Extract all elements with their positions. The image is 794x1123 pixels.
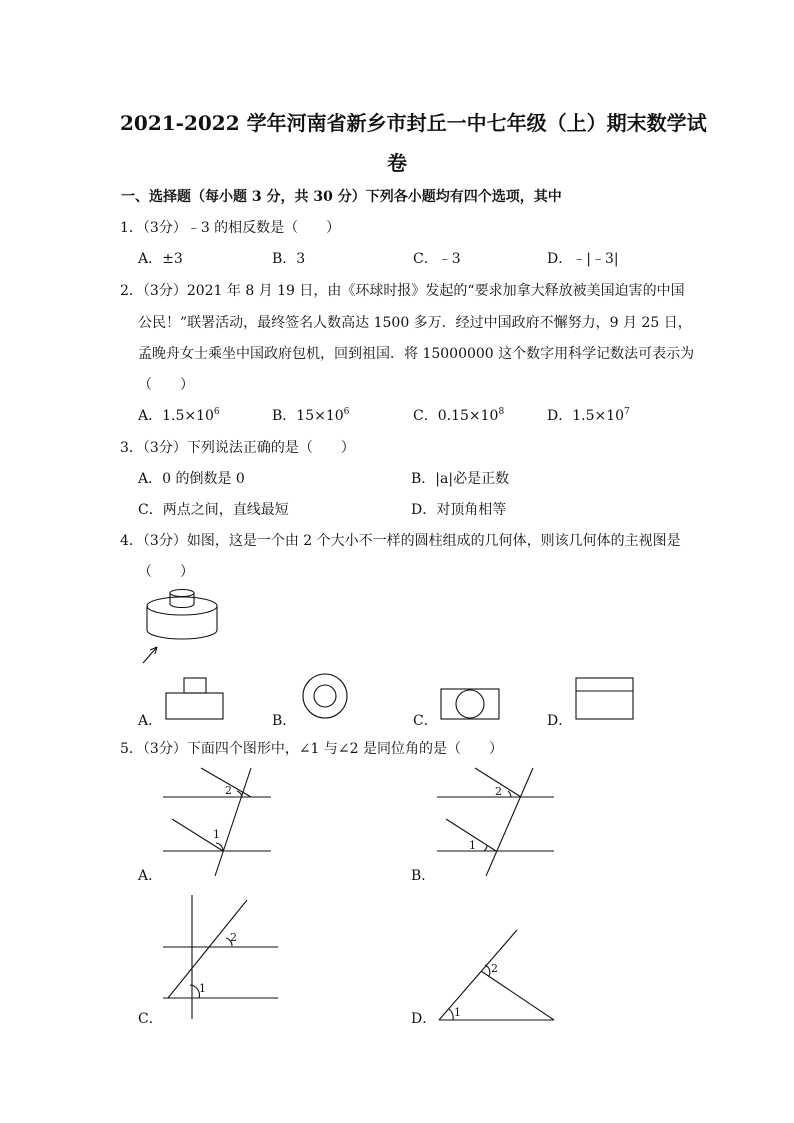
angle-1-label: 1	[213, 828, 220, 841]
question-4-option-c: C．	[413, 713, 438, 729]
angle-1-label: 1	[454, 1006, 461, 1019]
question-4-option-d: D．	[547, 713, 573, 729]
question-2-line1: 2．（3分）2021 年 8 月 19 日，由《环球时报》发起的“要求加拿大释放被美国迫害的中国	[120, 283, 685, 299]
question-1-stem: 1．（3分）﹣3 的相反数是（ ）	[120, 220, 341, 236]
question-5-stem: 5．（3分）下面四个图形中，∠1 与∠2 是同位角的是（ ）	[120, 741, 503, 757]
question-4-line2: （ ）	[138, 564, 194, 580]
question-4-option-a: A．	[138, 713, 163, 729]
angle-1-label: 1	[199, 982, 206, 995]
question-1-option-a: A．±3	[138, 251, 183, 267]
question-2-line2: 公民！”联署活动，最终签名人数高达 1500 多万．经过中国政府不懈努力，9 月 25 日，	[138, 315, 692, 331]
question-4-cylinder-figure	[134, 585, 234, 670]
section-header: 一、选择题（每小题 3 分，共 30 分）下列各小题均有四个选项，其中	[121, 189, 562, 205]
angle-1-label: 1	[469, 839, 476, 852]
question-1-option-c: C．﹣3	[413, 251, 461, 267]
question-2-line4: （ ）	[138, 377, 194, 393]
question-3-stem: 3．（3分）下列说法正确的是（ ）	[120, 440, 355, 456]
question-1-option-d: D．﹣|﹣3|	[547, 251, 619, 267]
angle-2-label: 2	[225, 784, 232, 797]
angle-2-label: 2	[491, 962, 498, 975]
question-5-option-b-figure	[437, 763, 557, 878]
question-2-line3: 孟晚舟女士乘坐中国政府包机，回到祖国．将 15000000 这个数字用科学记数法可表示为	[138, 346, 695, 362]
question-3-option-d: D．对顶角相等	[411, 502, 507, 518]
question-4-option-d-figure	[575, 677, 637, 722]
page-title-line2: 卷	[387, 151, 407, 175]
question-4-line1: 4．（3分）如图，这是一个由 2 个大小不一样的圆柱组成的几何体，则该几何体的主视图是	[120, 533, 681, 549]
question-3-option-c: C．两点之间，直线最短	[138, 502, 289, 518]
question-2-option-a: A．$1.5\times 10^6$	[138, 407, 220, 424]
question-5-option-b: B．	[411, 868, 436, 884]
question-2-option-d: D．$1.5\times 10^7$	[547, 407, 630, 424]
angle-2-label: 2	[230, 931, 237, 944]
question-4-option-c-figure	[440, 687, 502, 722]
question-1-option-b: B．3	[272, 251, 306, 267]
question-4-option-b-figure	[301, 672, 351, 722]
question-5-option-a: A．	[138, 868, 163, 884]
page-title-line1: 2021-2022 学年河南省新乡市封丘一中七年级（上）期末数学试	[120, 111, 707, 135]
question-2-option-b: B．$15\times 10^6$	[272, 407, 350, 424]
question-5-option-d: D．	[411, 1011, 437, 1027]
question-5-option-a-figure	[163, 763, 283, 878]
question-4-option-b: B．	[272, 713, 297, 729]
question-3-option-a: A．0 的倒数是 0	[138, 471, 245, 487]
question-5-option-c: C．	[138, 1011, 163, 1027]
question-3-option-b: B．|a|必是正数	[411, 471, 510, 487]
question-5-option-c-figure	[163, 895, 283, 1020]
question-4-option-a-figure	[164, 676, 224, 721]
question-5-option-d-figure	[437, 927, 562, 1027]
question-2-option-c: C．$0.15\times 10^8$	[413, 407, 505, 424]
angle-2-label: 2	[495, 785, 502, 798]
